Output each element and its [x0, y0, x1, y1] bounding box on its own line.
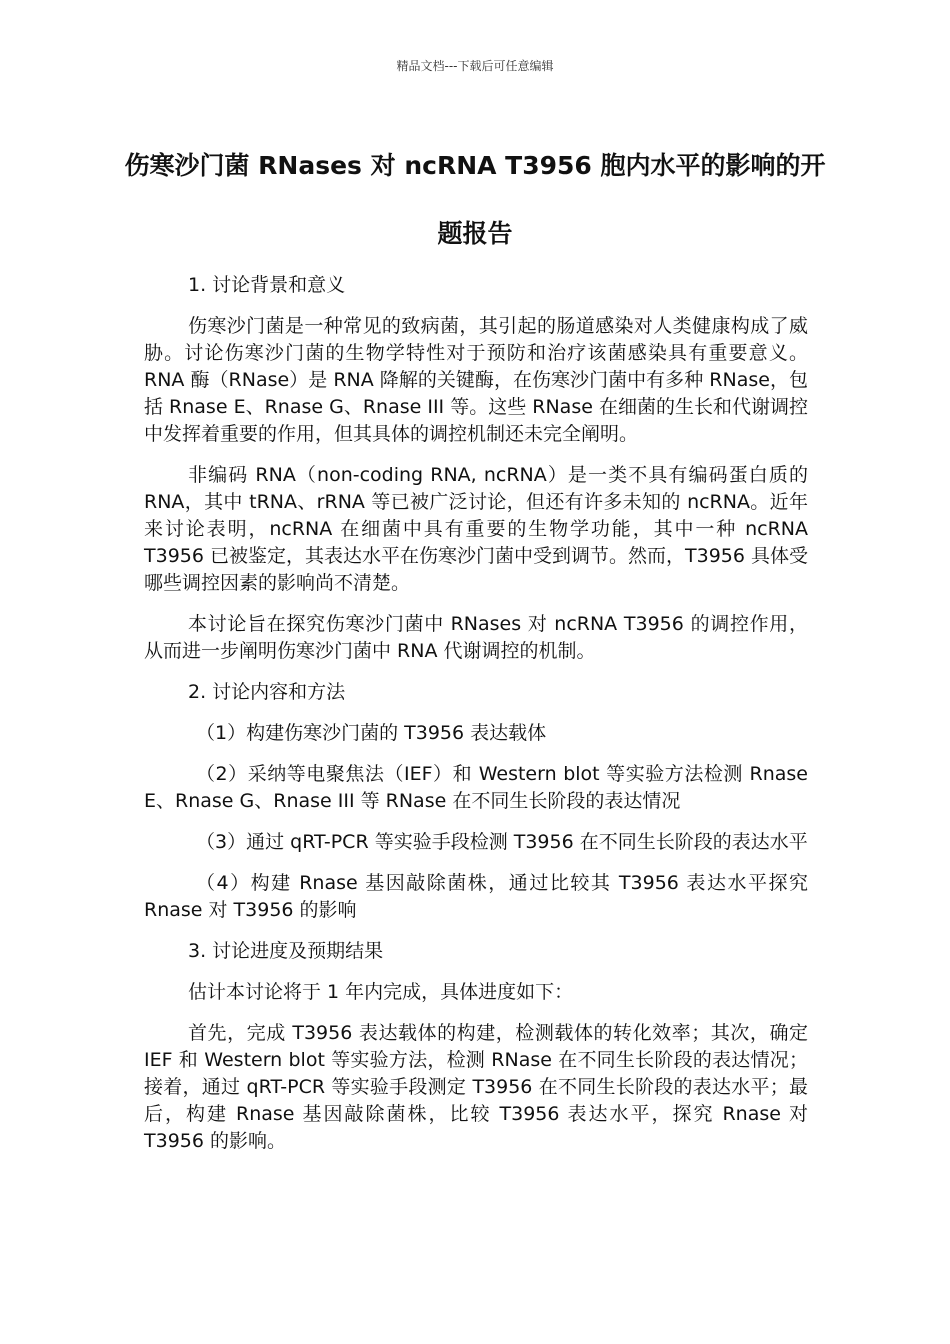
section-heading-schedule: 3. 讨论进度及预期结果 — [188, 940, 384, 962]
method-item-4: （4）构建 Rnase 基因敲除菌株，通过比较其 T3956 表达水平探究 Rnase 对 T3956 的影响 — [144, 872, 808, 921]
paragraph-schedule-2: 首先，完成 T3956 表达载体的构建，检测载体的转化效率；其次，确定 IEF 和 Western blot 等实验方法，检测 RNase 在不同生长阶段的表达情况；接着，通过 qRT-PCR 等实验手段测定 T3956 在不同生长阶段的表达水平；最后，构建 Rnase 基因敲除菌株，比较 T3956 表达水平，探究 Rnase 对 T3956 的影响。 — [144, 1022, 808, 1152]
document-body — [144, 272, 808, 1169]
document-title: 伤寒沙门菌 RNases 对 ncRNA T3956 胞内水平的影响的开题报告 — [124, 151, 826, 248]
header-note: 精品文档---下载后可任意编辑 — [396, 59, 554, 73]
paragraph-background-1: 伤寒沙门菌是一种常见的致病菌，其引起的肠道感染对人类健康构成了威胁。讨论伤寒沙门菌的生物学特性对于预防和治疗该菌感染具有重要意义。RNA 酶（RNase）是 RNA 降解的关键酶，在伤寒沙门菌中有多种 RNase，包括 Rnase E、Rnase G、Rnase III 等。这些 RNase 在细菌的生长和代谢调控中发挥着重要的作用，但其具体的调控机制还未完全阐明。 — [144, 315, 808, 445]
paragraph-background-3: 本讨论旨在探究伤寒沙门菌中 RNases 对 ncRNA T3956 的调控作用，从而进一步阐明伤寒沙门菌中 RNA 代谢调控的机制。 — [144, 613, 808, 662]
method-item-3: （3）通过 qRT-PCR 等实验手段检测 T3956 在不同生长阶段的表达水平 — [196, 831, 808, 853]
method-item-1: （1）构建伤寒沙门菌的 T3956 表达载体 — [196, 722, 547, 744]
method-item-2: （2）采纳等电聚焦法（IEF）和 Western blot 等实验方法检测 Rnase E、Rnase G、Rnase III 等 RNase 在不同生长阶段的表达情况 — [144, 763, 808, 812]
section-heading-background: 1. 讨论背景和意义 — [188, 274, 346, 296]
section-heading-methods: 2. 讨论内容和方法 — [188, 681, 346, 703]
paragraph-schedule-1: 估计本讨论将于 1 年内完成，具体进度如下： — [188, 981, 574, 1003]
paragraph-background-2: 非编码 RNA（non-coding RNA, ncRNA）是一类不具有编码蛋白质的 RNA，其中 tRNA、rRNA 等已被广泛讨论，但还有许多未知的 ncRNA。近年来讨论表明，ncRNA 在细菌中具有重要的生物学功能，其中一种 ncRNA T3956 已被鉴定，其表达水平在伤寒沙门菌中受到调节。然而，T3956 具体受哪些调控因素的影响尚不清楚。 — [144, 464, 808, 594]
